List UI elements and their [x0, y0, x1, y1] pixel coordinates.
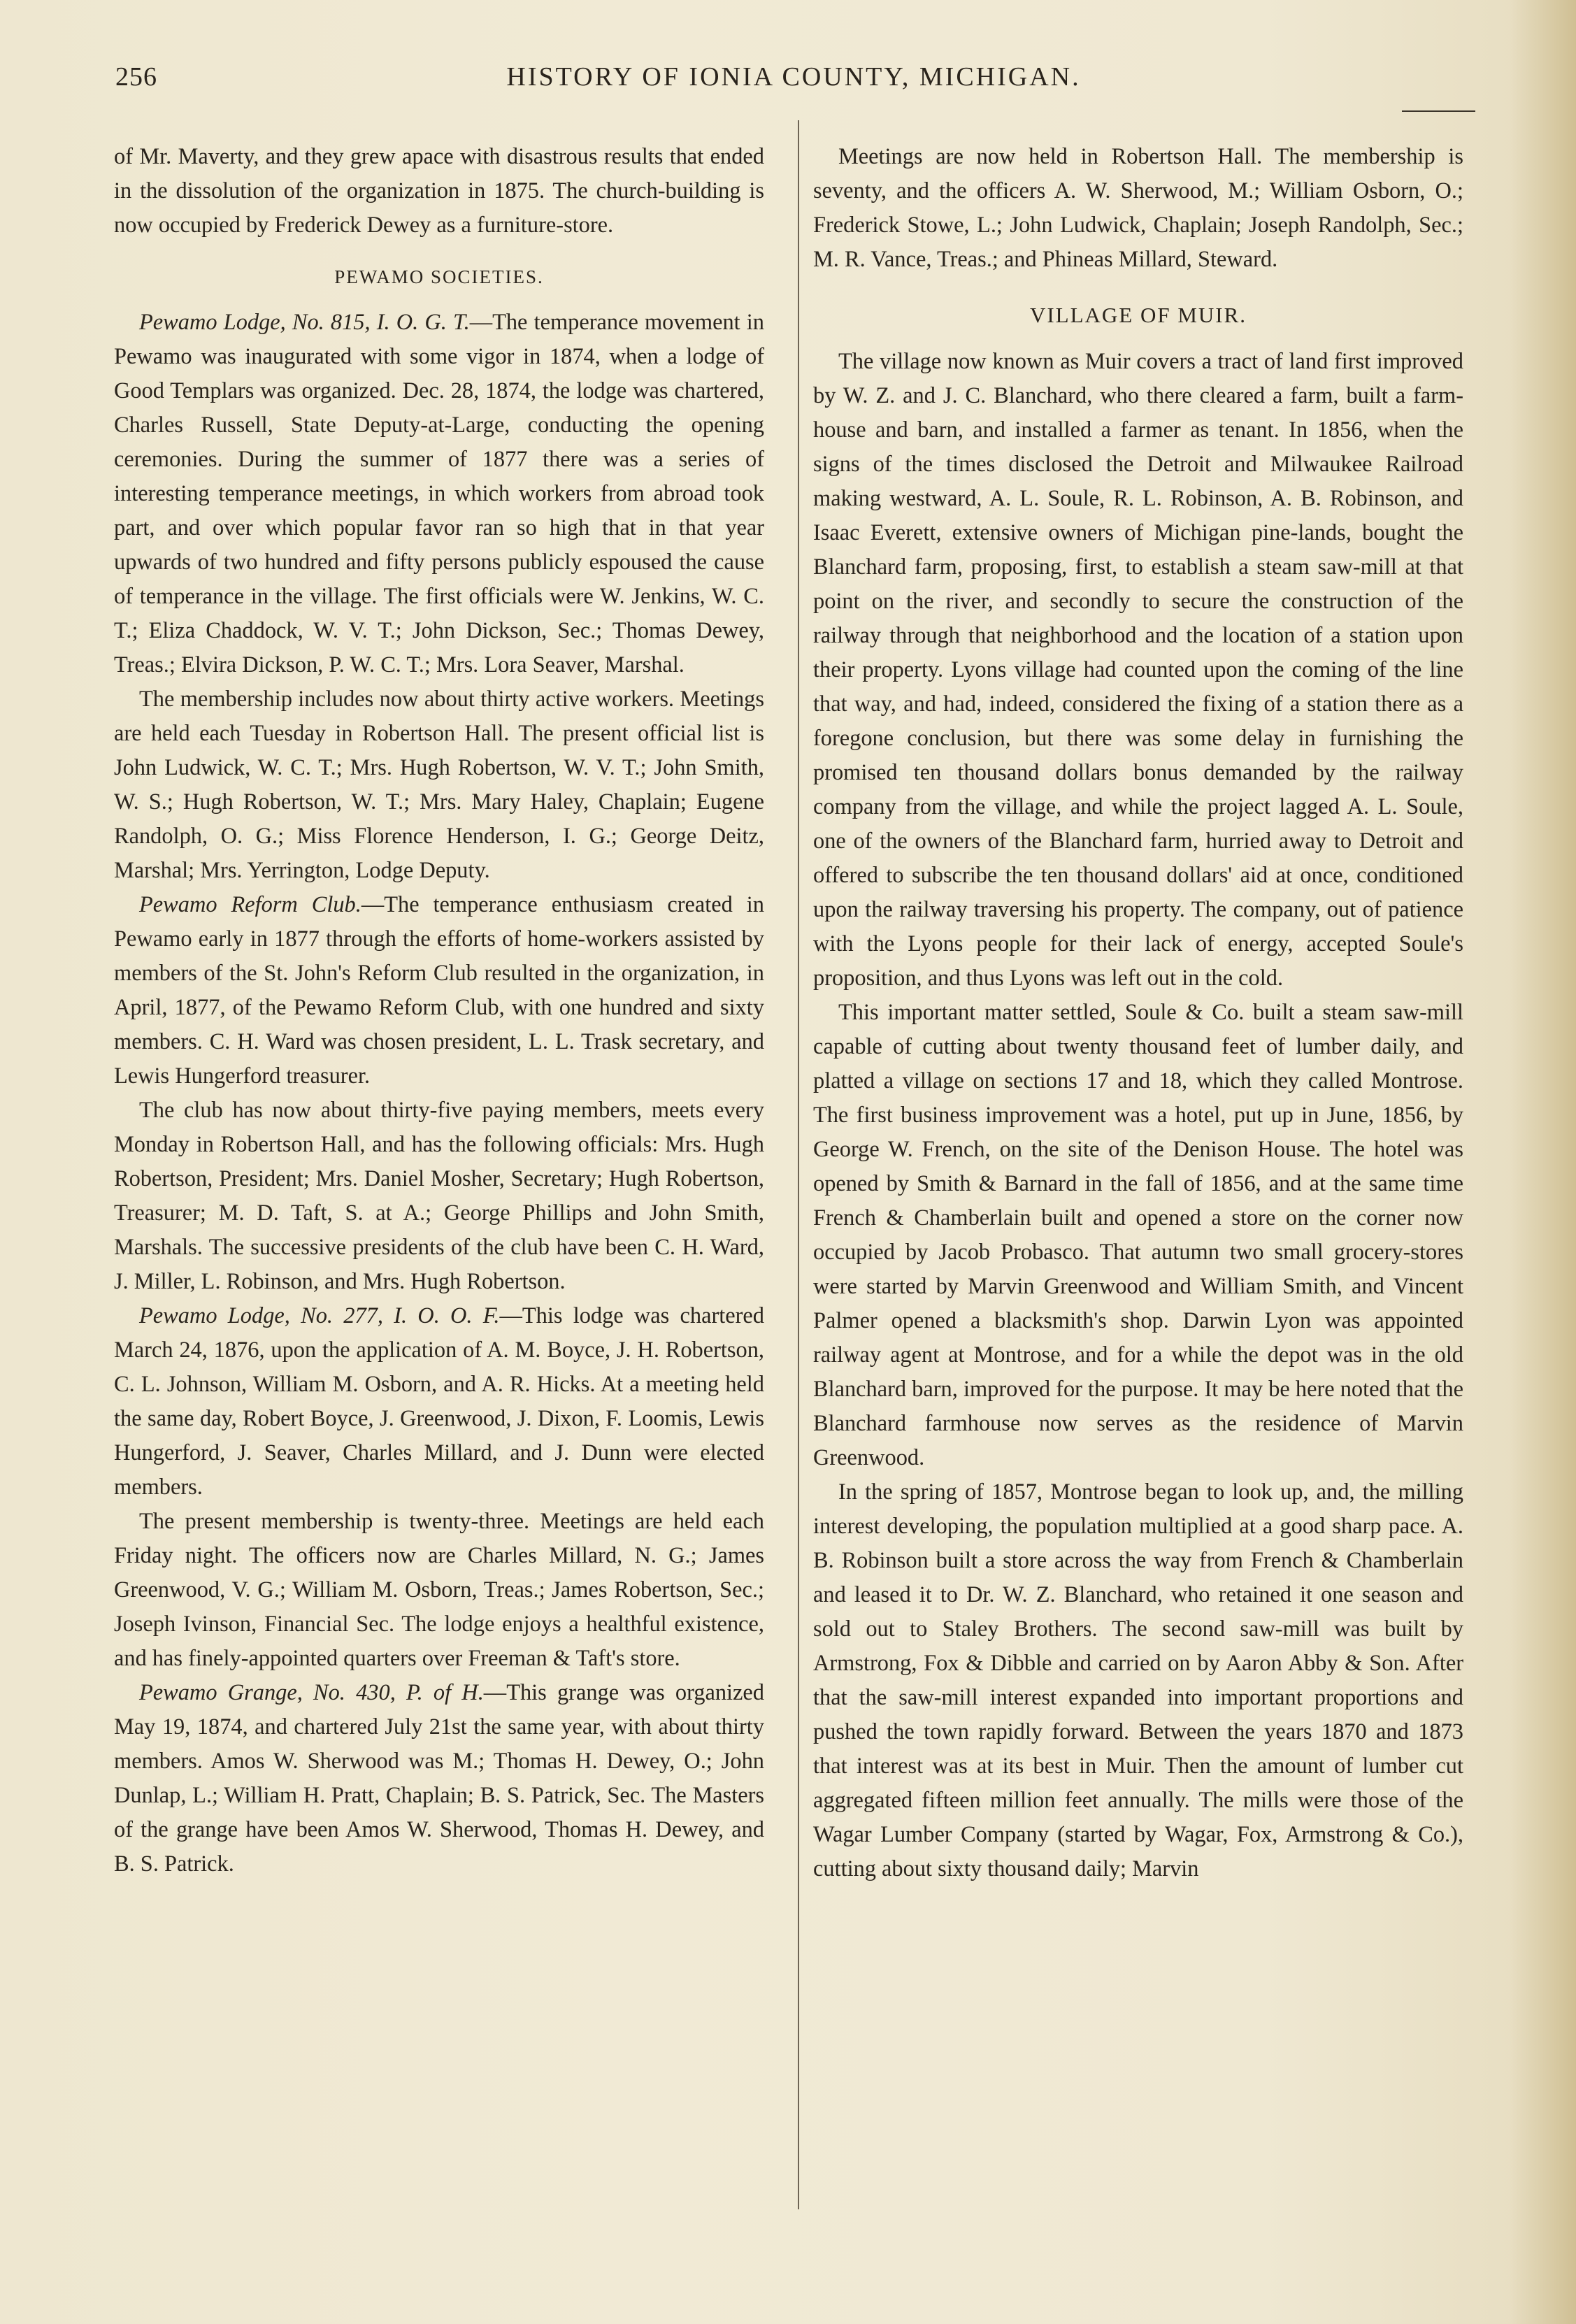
page-header [115, 62, 1472, 103]
section-heading-village-of-muir: VILLAGE OF MUIR. [1029, 303, 1247, 327]
paragraph: Meetings are now held in Robertson Hall. The membership is seventy, and the officers A. W. Sherwood, M.; William Osborn, O.; Frederick Stowe, L.; John Ludwick, Chaplain; Joseph Randolph, Sec.; M. R. Vance, Treas.; and Phineas Millard, Steward. [813, 144, 1463, 272]
paragraph-lead: Pewamo Lodge, No. 277, I. O. O. F. [139, 1303, 500, 1328]
paragraph-pewamo-grange [114, 1676, 764, 1881]
right-column [813, 140, 1463, 1886]
paragraph: of Mr. Maverty, and they grew apace with disastrous results that ended in the dissolution of the organization in 1875. The church-building is now occupied by Frederick Dewey as a furniture-store. [114, 144, 764, 238]
paragraph-text: —This lodge was chartered March 24, 1876, upon the application of A. M. Boyce, J. H. Robertson, C. L. Johnson, William M. Osborn, and A. R. Hicks. At a meeting held the same day, Robert Boyce, J. Greenwood, J. Dixon, F. Loomis, Lewis Hungerford, J. Seaver, Charles Millard, and J. Dunn were elected members. [114, 1303, 764, 1500]
left-column [114, 140, 764, 1881]
running-title: HISTORY OF IONIA COUNTY, MICHIGAN. [506, 62, 1081, 92]
paragraph: The club has now about thirty-five paying members, meets every Monday in Robertson Hall, and has the following officials: Mrs. Hugh Robertson, President; Mrs. Daniel Mosher, Secretary; Hugh Robertson, Treasurer; M. D. Taft, S. at A.; George Phillips and John Smith, Marshals. The successive presidents of the club have been C. H. Ward, J. Miller, L. Robinson, and Mrs. Hugh Robertson. [114, 1098, 764, 1294]
paragraph-lead: Pewamo Grange, No. 430, P. of H. [139, 1680, 484, 1705]
paragraph-text: —The temperance enthusiasm created in Pewamo early in 1877 through the efforts of home-workers assisted by members of the St. John's Reform Club resulted in the organization, in April, 1877, of the Pewamo Reform Club, with one hundred and sixty members. C. H. Ward was chosen president, L. L. Trask secretary, and Lewis Hungerford treasurer. [114, 892, 764, 1089]
paragraph-text: —This grange was organized May 19, 1874, and chartered July 21st the same year, with about thirty members. Amos W. Sherwood was M.; Thomas H. Dewey, O.; John Dunlap, L.; William H. Pratt, Chaplain; B. S. Patrick, Sec. The Masters of the grange have been Amos W. Sherwood, Thomas H. Dewey, and B. S. Patrick. [114, 1680, 764, 1877]
header-rule [1402, 110, 1475, 112]
paragraph: This important matter settled, Soule & Co. built a steam saw-mill capable of cutting about twenty thousand feet of lumber daily, and platted a village on sections 17 and 18, which they called Montrose. The first business improvement was a hotel, put up in June, 1856, by George W. French, on the site of the Denison House. The hotel was opened by Smith & Barnard in the fall of 1856, and at the same time French & Chamberlain built and opened a store on the corner now occupied by Jacob Probasco. That autumn two small grocery-stores were started by Marvin Greenwood and William Smith, and Vincent Palmer opened a blacksmith's shop. Darwin Lyon was appointed railway agent at Montrose, and for a while the depot was in the old Blanchard barn, improved for the purpose. It may be here noted that the Blanchard farmhouse now serves as the residence of Marvin Greenwood. [813, 1000, 1464, 1470]
page-number: 256 [115, 62, 157, 92]
column-divider [798, 120, 799, 2209]
paragraph-text: —The temperance movement in Pewamo was inaugurated with some vigor in 1874, when a lodge of Good Templars was organized. Dec. 28, 1874, the lodge was chartered, Charles Russell, State Deputy-at-Large, conducting the opening ceremonies. During the summer of 1877 there was a series of interesting temperance meetings, in which workers from abroad took part, and over which popular favor ran so high that in that year upwards of two hundred and fifty persons publicly espoused the cause of temperance in the village. The first officials were W. Jenkins, W. C. T.; Eliza Chaddock, W. V. T.; John Dickson, Sec.; Thomas Dewey, Treas.; Elvira Dickson, P. W. C. T.; Mrs. Lora Seaver, Marshal. [114, 310, 764, 677]
page-edge-shadow [1510, 0, 1576, 2324]
paragraph-pewamo-lodge-ioof [114, 1299, 764, 1505]
paragraph-pewamo-lodge-iogt [114, 306, 764, 682]
paragraph-pewamo-reform-club [114, 888, 764, 1093]
paragraph: In the spring of 1857, Montrose began to look up, and, the milling interest developing, the population multiplied at a good sharp pace. A. B. Robinson built a store across the way from French & Chamberlain and leased it to Dr. W. Z. Blanchard, who retained it one season and sold out to Staley Brothers. The second saw-mill was built by Armstrong, Fox & Dibble and carried on by Aaron Abby & Son. After that the saw-mill interest expanded into important proportions and pushed the town rapidly forward. Between the years 1870 and 1873 that interest was at its best in Muir. Then the amount of lumber cut aggregated fifteen million feet annually. The mills were those of the Wagar Lumber Company (started by Wagar, Fox, Armstrong & Co.), cutting about sixty thousand daily; Marvin [813, 1479, 1463, 1881]
section-heading-pewamo-societies: PEWAMO SOCIETIES. [334, 266, 544, 287]
paragraph: The present membership is twenty-three. Meetings are held each Friday night. The officers now are Charles Millard, N. G.; James Greenwood, V. G.; William M. Osborn, Treas.; James Robertson, Sec.; Joseph Ivinson, Financial Sec. The lodge enjoys a healthful existence, and has finely-appointed quarters over Freeman & Taft's store. [114, 1509, 764, 1671]
paragraph-lead: Pewamo Lodge, No. 815, I. O. G. T. [139, 310, 470, 335]
paragraph: The village now known as Muir covers a tract of land first improved by W. Z. and J. C. Blanchard, who there cleared a farm, built a farm-house and barn, and installed a farmer as tenant. In 1856, when the signs of the times disclosed the Detroit and Milwaukee Railroad making westward, A. L. Soule, R. L. Robinson, A. B. Robinson, and Isaac Everett, extensive owners of Michigan pine-lands, bought the Blanchard farm, proposing, first, to establish a steam saw-mill at that point on the river, and secondly to secure the construction of the railway through that neighborhood and the location of a station upon their property. Lyons village had counted upon the coming of the line that way, and had, indeed, considered the fixing of a station there as a foregone conclusion, but there was some delay in furnishing the promised ten thousand dollars bonus demanded by the railway company from the village, and while the project lagged A. L. Soule, one of the owners of the Blanchard farm, hurried away to Detroit and offered to subscribe the ten thousand dollars' aid at once, conditioned upon the railway traversing his property. The company, out of patience with the Lyons people for their lack of energy, accepted Soule's proposition, and thus Lyons was left out in the cold. [813, 349, 1463, 991]
paragraph: The membership includes now about thirty active workers. Meetings are held each Tuesday in Robertson Hall. The present official list is John Ludwick, W. C. T.; Mrs. Hugh Robertson, W. V. T.; John Smith, W. S.; Hugh Robertson, W. T.; Mrs. Mary Haley, Chaplain; Eugene Randolph, O. G.; Miss Florence Henderson, I. G.; George Deitz, Marshal; Mrs. Yerrington, Lodge Deputy. [114, 687, 764, 883]
paragraph-lead: Pewamo Reform Club. [139, 892, 361, 917]
